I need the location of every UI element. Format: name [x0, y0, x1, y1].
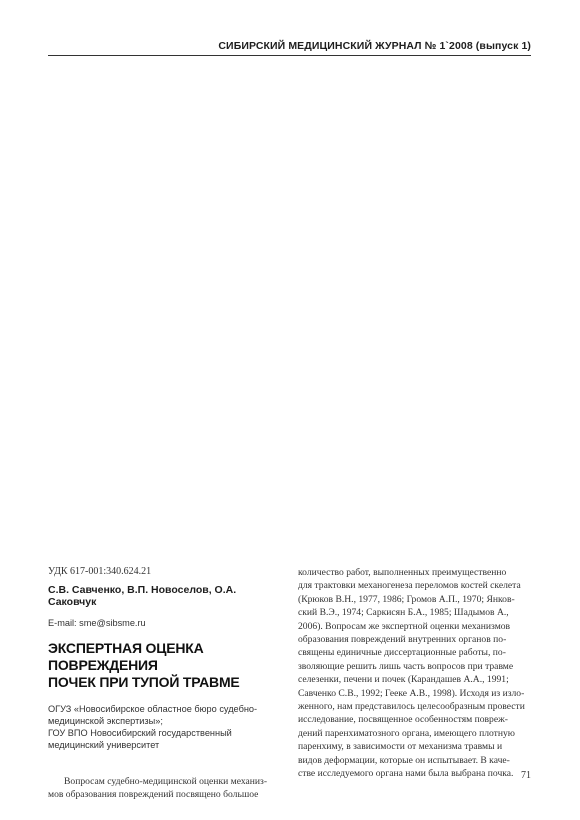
body-paragraph-left — [48, 775, 280, 802]
body-line: священы единичные диссертационные работы, по- — [298, 647, 506, 659]
body-line: женного, нам представилось целесообразным провести — [298, 701, 525, 713]
body-line: зволяющие решить лишь часть вопросов при травме — [298, 660, 514, 672]
article-title-line: ПОЧЕК ПРИ ТУПОЙ ТРАВМЕ — [48, 674, 240, 690]
body-line: для трактовки механогенеза переломов костей скелета — [298, 580, 521, 592]
body-line: дений паренхиматозного органа, имеющего плотную — [298, 727, 515, 739]
affiliation-line: медицинской экспертизы»; — [48, 716, 163, 726]
affiliation — [48, 703, 280, 751]
body-line: стве исследуемого органа нами была выбрана почка. — [298, 768, 514, 780]
body-line: (Крюков В.Н., 1977, 1986; Громов А.П., 1970; Янков- — [298, 593, 515, 605]
udk-code: УДК 617-001:340.624.21 — [48, 566, 152, 577]
article-title-line: ЭКСПЕРТНАЯ ОЦЕНКА ПОВРЕЖДЕНИЯ — [48, 640, 204, 673]
body-line: Вопросам судебно-медицинской оценки механиз- — [64, 776, 268, 787]
article-authors: С.В. Савченко, В.П. Новоселов, О.А. Саковчук — [48, 584, 237, 608]
body-line: селезенки, печени и почек (Карандашев А.А., 1991; — [298, 674, 509, 686]
affiliation-line: медицинский университет — [48, 740, 160, 750]
affiliation-line: ГОУ ВПО Новосибирский государственный — [48, 728, 232, 738]
body-line: видов деформации, которые он испытывает. В каче- — [298, 754, 510, 766]
right-column — [298, 566, 532, 781]
author-email: E-mail: sme@sibsme.ru — [48, 618, 146, 628]
page-number: 71 — [521, 770, 531, 781]
body-line: образования повреждений внутренних органов по- — [298, 634, 507, 646]
body-line: мов образования повреждений посвящено большое — [48, 789, 259, 801]
body-line: исследование, посвященное особенностям повреж- — [298, 714, 508, 726]
body-line: ский В.Э., 1974; Саркисян Б.А., 1985; Шадымов А., — [298, 607, 509, 619]
body-line: 2006). Вопросам же экспертной оценки механизмов — [298, 620, 511, 632]
article-title — [48, 640, 280, 691]
body-line: паренхиму, в зависимости от механизма травмы и — [298, 741, 503, 753]
journal-header: СИБИРСКИЙ МЕДИЦИНСКИЙ ЖУРНАЛ № 1`2008 (выпуск 1) — [218, 40, 531, 52]
affiliation-line: ОГУЗ «Новосибирское областное бюро судебно- — [48, 704, 258, 714]
header-rule — [48, 55, 531, 56]
body-line: Савченко С.В., 1992; Гееке А.В., 1998). Исходя из изло- — [298, 687, 525, 699]
body-line: количество работ, выполненных преимущественно — [298, 567, 507, 578]
left-column — [48, 566, 280, 802]
